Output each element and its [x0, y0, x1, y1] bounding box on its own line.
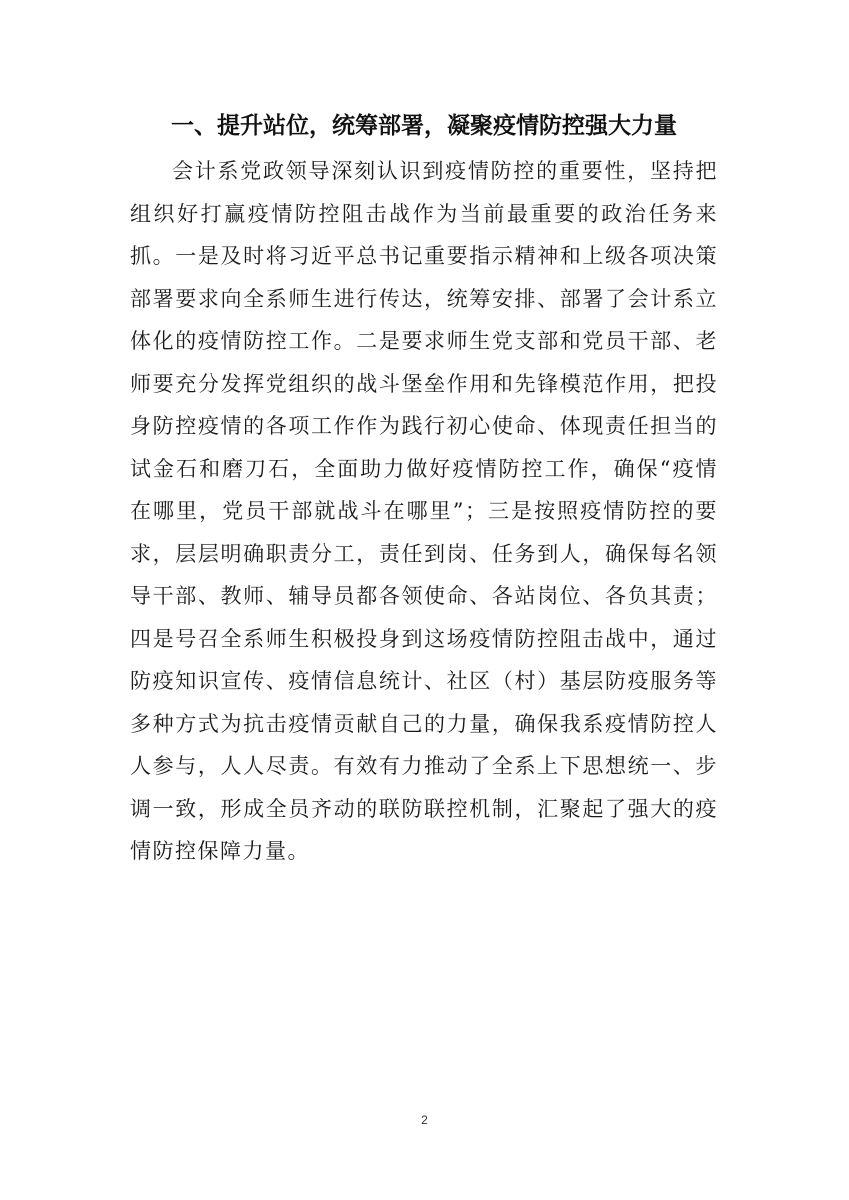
page-number: 2	[421, 1113, 428, 1127]
body-paragraph: 会计系党政领导深刻认识到疫情防控的重要性，坚持把组织好打赢疫情防控阻击战作为当前最重要的政治任务来抓。一是及时将习近平总书记重要指示精神和上级各项决策部署要求向全系师生进行传达，统筹安排、部署了会计系立体化的疫情防控工作。二是要求师生党支部和党员干部、老师要充分发挥党组织的战斗堡垒作用和先锋模范作用，把投身防控疫情的各项工作作为践行初心使命、体现责任担当的试金石和磨刀石，全面助力做好疫情防控工作，确保“疫情在哪里，党员干部就战斗在哪里”；三是按照疫情防控的要求，层层明确职责分工，责任到岗、任务到人，确保每名领导干部、教师、辅导员都各领使命、各站岗位、各负其责；四是号召全系师生积极投身到这场疫情防控阻击战中，通过防疫知识宣传、疫情信息统计、社区（村）基层防疫服务等多种方式为抗击疫情贡献自己的力量，确保我系疫情防控人人参与，人人尽责。有效有力推动了全系上下思想统一、步调一致，形成全员齐动的联防联控机制，汇聚起了强大的疫情防控保障力量。	[130, 159, 718, 863]
section-heading: 一、提升站位，统筹部署，凝聚疫情防控强大力量	[171, 113, 677, 139]
